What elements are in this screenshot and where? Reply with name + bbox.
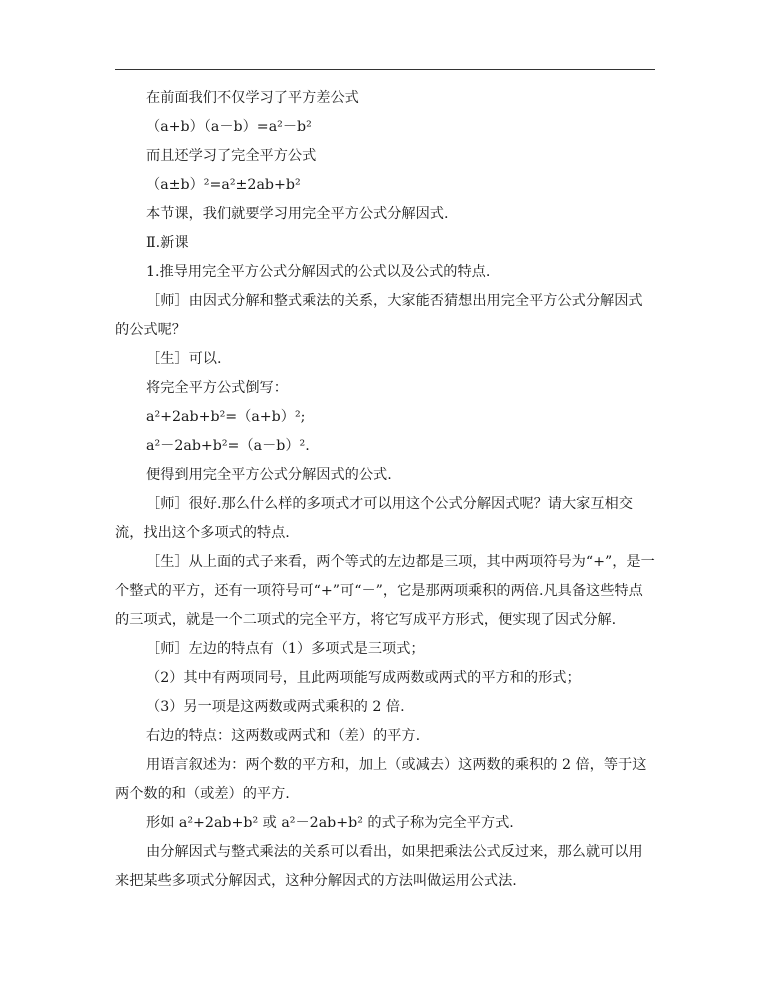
formula-line: （a±b）²=a²±2ab+b² — [146, 177, 301, 193]
header-rule — [115, 69, 655, 70]
text-line: 便得到用完全平方公式分解因式的公式. — [146, 467, 392, 483]
text-line: ［师］左边的特点有（1）多项式是三项式； — [146, 641, 425, 657]
text-line: ［生］可以. — [146, 351, 222, 367]
text-line: （3）另一项是这两数或两式乘积的 2 倍. — [146, 699, 405, 715]
paragraph-statement: 用语言叙述为：两个数的平方和，加上（或减去）这两数的乘积的 2 倍，等于这两个数的和（或差）的平方. — [115, 757, 647, 802]
text-line: 形如 a²+2ab+b² 或 a²－2ab+b² 的式子称为完全平方式. — [146, 815, 514, 831]
text-line: 将完全平方公式倒写： — [146, 380, 288, 396]
text-line: 在前面我们不仅学习了平方差公式 — [146, 90, 359, 106]
paragraph-teacher-2: ［师］很好.那么什么样的多项式才可以用这个公式分解因式呢？请大家互相交流，找出这个多项式的特点. — [115, 496, 633, 541]
text-line: （2）其中有两项同号，且此两项能写成两数或两式的平方和的形式； — [146, 670, 581, 686]
text-line: 而且还学习了完全平方公式 — [146, 148, 317, 164]
section-heading: Ⅱ.新课 — [146, 235, 189, 251]
text-line: 本节课，我们就要学习用完全平方公式分解因式. — [146, 206, 449, 222]
formula-line: （a+b）（a－b）=a²－b² — [146, 119, 312, 135]
document-body — [115, 84, 655, 896]
paragraph-teacher-1: ［师］由因式分解和整式乘法的关系，大家能否猜想出用完全平方公式分解因式的公式呢？ — [115, 293, 643, 338]
paragraph-student-2: ［生］从上面的式子来看，两个等式的左边都是三项，其中两项符号为“+”，是一个整式的平方，还有一项符号可“+”可“－”，它是那两项乘积的两倍.凡具备这些特点的三项式，就是一个二项式的完全平方，将它写成平方形式，便实现了因式分解. — [115, 554, 655, 628]
paragraph-method: 由分解因式与整式乘法的关系可以看出，如果把乘法公式反过来，那么就可以用来把某些多项式分解因式，这种分解因式的方法叫做运用公式法. — [115, 844, 643, 889]
subsection-heading: 1.推导用完全平方公式分解因式的公式以及公式的特点. — [146, 264, 491, 280]
formula-line: a²+2ab+b²=（a+b）²; — [146, 409, 306, 425]
text-line: 右边的特点：这两数或两式和（差）的平方. — [146, 728, 421, 744]
formula-line: a²－2ab+b²=（a－b）². — [146, 438, 310, 454]
